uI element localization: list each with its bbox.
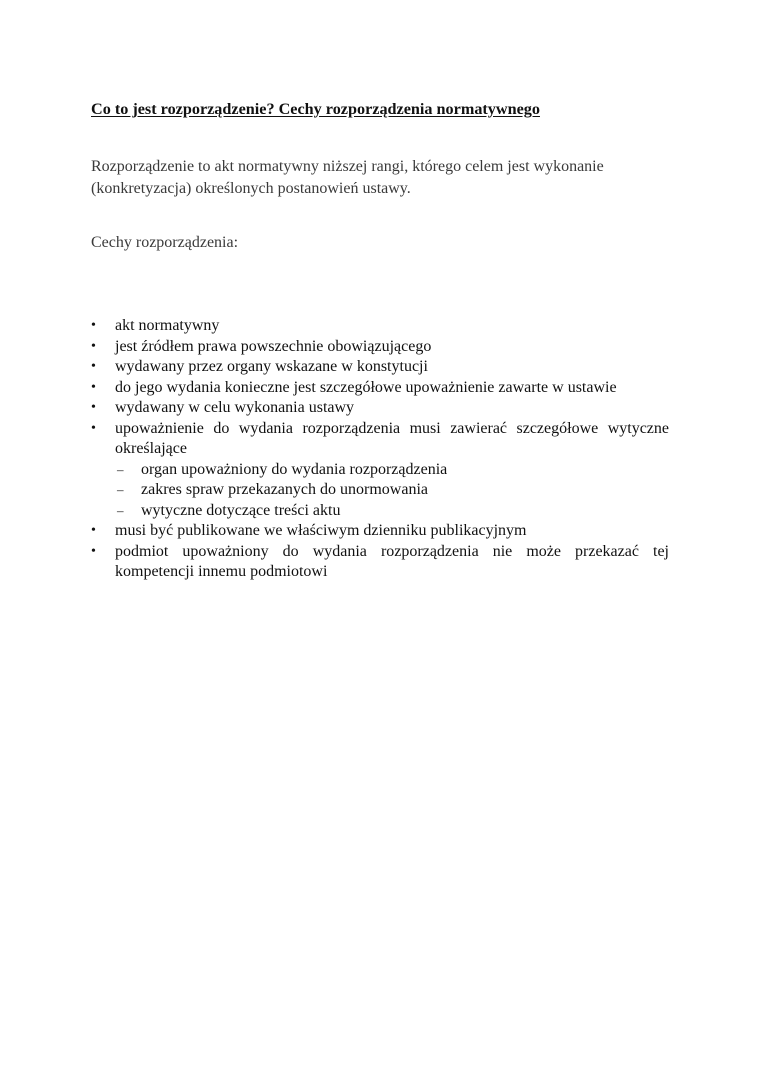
list-item <box>91 316 669 337</box>
list-item <box>91 419 669 522</box>
list-item-text: musi być publikowane we właściwym dzienniku publikacyjnym <box>115 522 527 539</box>
sublist-item <box>115 480 669 501</box>
list-item <box>91 337 669 358</box>
bullet-icon: • <box>91 400 96 415</box>
bullet-icon: • <box>91 379 96 395</box>
sublist-item <box>115 460 669 481</box>
sublist-item-text: organ upoważniony do wydania rozporządzenia <box>141 460 448 478</box>
dash-icon: – <box>117 482 124 497</box>
list-item-text: do jego wydania konieczne jest szczegółowe upoważnienie zawarte w ustawie <box>115 378 617 396</box>
list-item-text: jest źródłem prawa powszechnie obowiązującego <box>115 337 432 355</box>
list-item-text: wydawany w celu wykonania ustawy <box>115 399 355 416</box>
list-item-text: wydawany przez organy wskazane w konstytucji <box>115 358 428 375</box>
list-item-text: podmiot upoważniony do wydania rozporządzenia nie może przekazać tej kompetencji innemu podmiotowi <box>115 542 669 580</box>
document-title: Co to jest rozporządzenie? Cechy rozporządzenia normatywnego <box>91 100 540 118</box>
dash-icon: – <box>117 461 124 477</box>
bullet-icon: • <box>91 523 96 538</box>
bullet-icon: • <box>91 318 96 333</box>
list-item <box>91 521 669 542</box>
sublist-item-text: zakres spraw przekazanych do unormowania <box>141 481 428 498</box>
list-item <box>91 398 669 419</box>
list-item-text: akt normatywny <box>115 317 220 334</box>
features-heading: Cechy rozporządzenia: <box>91 234 239 251</box>
definition-paragraph: Rozporządzenie to akt normatywny niższej rangi, którego celem jest wykonanie (konkretyzacja) określonych postanowień ustawy. <box>91 158 604 197</box>
sublist-item-text: wytyczne dotyczące treści aktu <box>141 501 341 519</box>
bullet-icon: • <box>91 543 96 559</box>
dash-icon: – <box>117 502 124 518</box>
list-item <box>91 378 669 399</box>
list-item <box>91 357 669 378</box>
sublist-item <box>115 501 669 522</box>
features-list <box>91 316 669 583</box>
bullet-icon: • <box>91 359 96 374</box>
bullet-icon: • <box>91 338 96 354</box>
list-item-text: upoważnienie do wydania rozporządzenia musi zawierać szczegółowe wytyczne określające <box>115 419 669 457</box>
list-item <box>91 542 669 583</box>
guidelines-sublist <box>115 460 669 522</box>
bullet-icon: • <box>91 420 96 436</box>
